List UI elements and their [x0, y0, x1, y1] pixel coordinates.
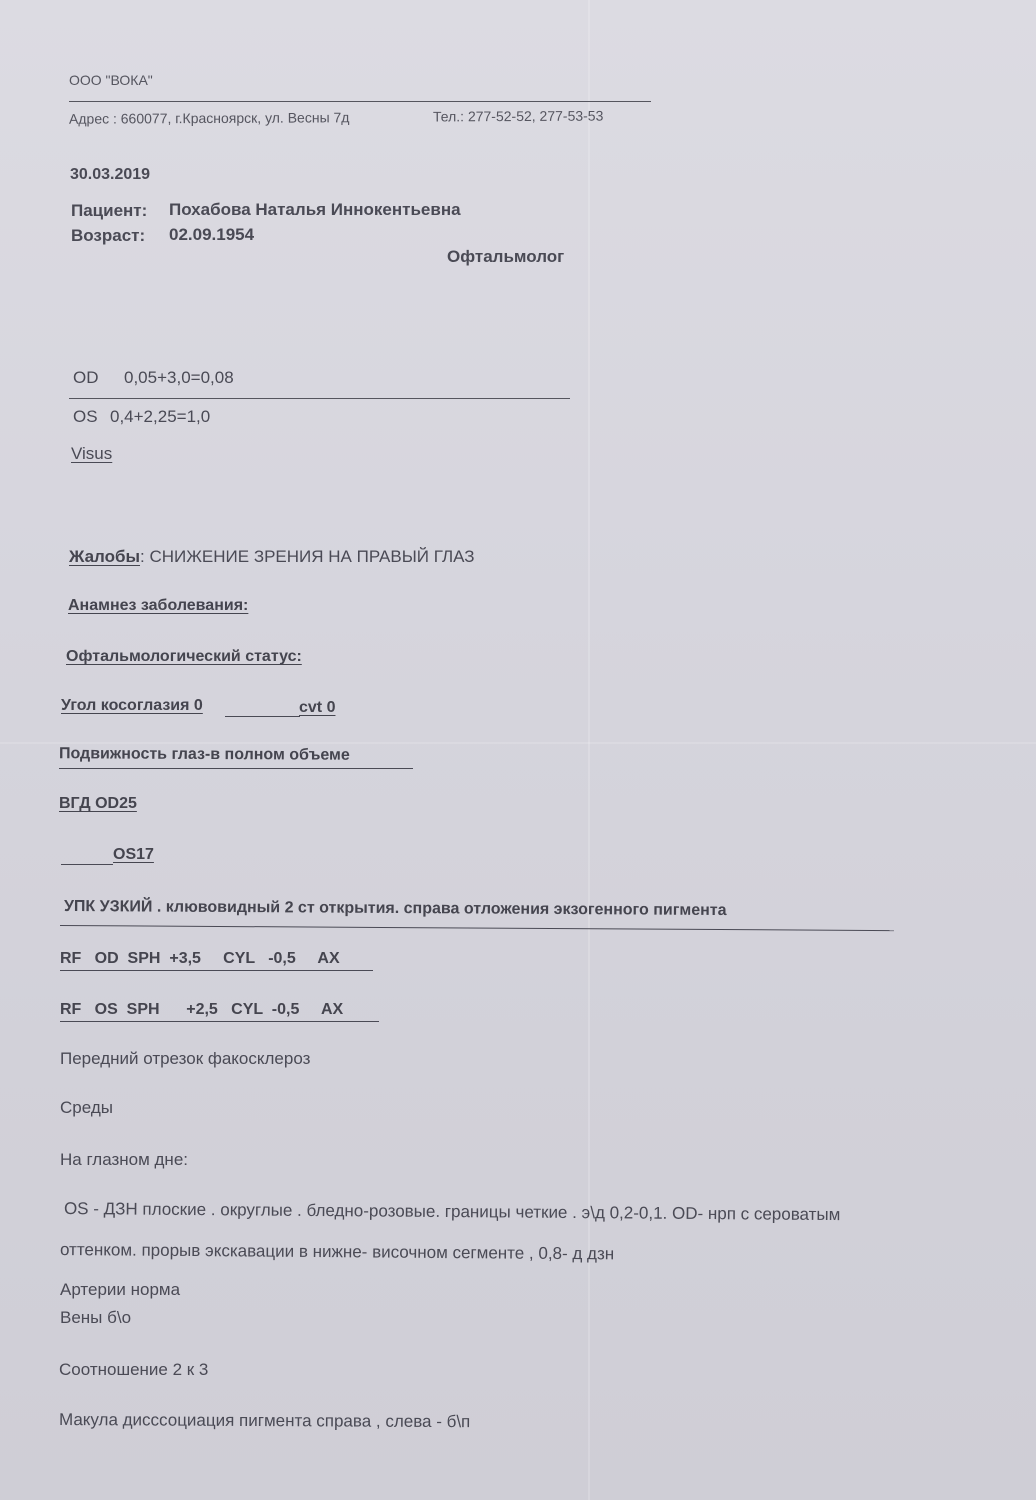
anamnesis-label: Анамнез заболевания: [68, 597, 249, 614]
patient-dob: 02.09.1954 [169, 225, 255, 244]
eye-mobility: Подвижность глаз-в полном объеме [58, 745, 350, 764]
specialist-title: Офтальмолог [447, 247, 565, 266]
complaints-line [69, 547, 475, 567]
refraction-os-underline [60, 1021, 379, 1022]
fundus-findings-line2: оттенком. прорыв экскавации в нижне- височном сегменте , 0,8- д дзн [59, 1240, 615, 1264]
complaints-value: : СНИЖЕНИЕ ЗРЕНИЯ НА ПРАВЫЙ ГЛАЗ [140, 547, 475, 566]
macula: Макула дисссоциация пигмента справа , слева - б\п [58, 1410, 471, 1432]
squint-underline [225, 716, 300, 717]
visus-od-label: OD [73, 368, 99, 387]
paper-fold-vertical [588, 0, 590, 1500]
angle-underline [60, 925, 894, 931]
squint-angle: Угол косоглазия 0 [61, 697, 203, 714]
fundus-findings-line1: OS - ДЗН плоские . округлые . бледно-розовые. границы четкие . э\д 0,2-0,1. OD- нрп с сероватым [63, 1199, 841, 1225]
mobility-underline [59, 768, 413, 769]
ophthalmic-status-title: Офтальмологический статус: [66, 648, 302, 665]
patient-name: Похабова Наталья Иннокентьевна [169, 200, 461, 219]
anterior-segment: Передний отрезок факосклероз [60, 1049, 311, 1068]
av-ratio: Соотношение 2 к 3 [59, 1360, 209, 1379]
org-phone: Тел.: 277-52-52, 277-53-53 [432, 107, 604, 125]
visus-label: Visus [71, 444, 113, 463]
iop-os: OS17 [113, 846, 154, 863]
age-label: Возраст: [71, 226, 146, 245]
refraction-od-underline [60, 970, 373, 971]
patient-label: Пациент: [71, 201, 148, 220]
visus-os-label: OS [73, 407, 98, 426]
refraction-os: RF OS SPH +2,5 CYL -0,5 AX [60, 1001, 344, 1018]
squint-cvt: cvt 0 [299, 699, 336, 716]
complaints-label: Жалобы [69, 547, 141, 566]
iop-os-lead-line [61, 864, 113, 865]
angle-findings: УПК УЗКИЙ . клювовидный 2 ст открытия. справа отложения экзогенного пигмента [63, 898, 727, 920]
fundus-label: На глазном дне: [60, 1150, 188, 1169]
refraction-od: RF OD SPH +3,5 CYL -0,5 AX [60, 950, 340, 967]
media: Среды [60, 1098, 113, 1117]
veins: Вены б\о [60, 1308, 132, 1327]
visus-od-value: 0,05+3,0=0,08 [124, 368, 234, 387]
org-name: ООО "ВОКА" [69, 72, 153, 88]
visit-date: 30.03.2019 [70, 166, 151, 183]
org-address: Адрес : 660077, г.Красноярск, ул. Весны 7д [68, 109, 350, 127]
visus-rule [69, 398, 570, 399]
header-rule [69, 101, 651, 102]
paper-fold-horizontal [0, 742, 1036, 744]
arteries: Артерии норма [60, 1280, 181, 1299]
visus-os-value: 0,4+2,25=1,0 [110, 407, 211, 426]
iop-od: ВГД OD25 [59, 795, 137, 812]
